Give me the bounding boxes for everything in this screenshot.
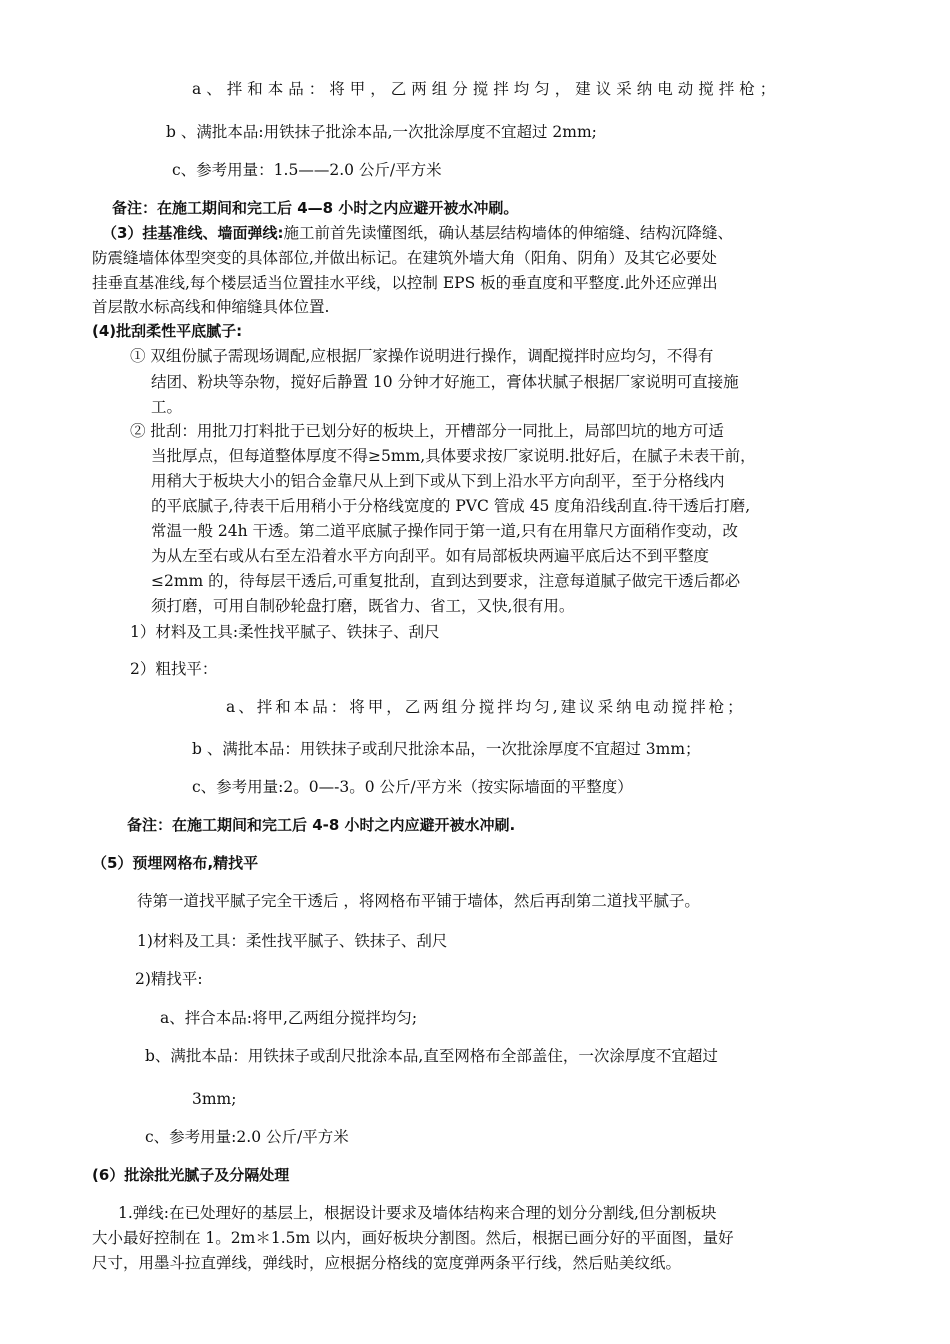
text-line: 大小最好控制在 1。2m＊1.5m 以内，画好板块分割图。然后，根据已画分好的平面图，量好 — [92, 1229, 734, 1247]
section-5-heading: （5）预埋网格布,精找平 — [92, 854, 259, 872]
text-line: a、拌和本品：将甲，乙两组分搅拌均匀，建议采纳电动搅拌枪； — [192, 80, 781, 98]
text-line: 结团、粉块等杂物，搅好后静置 10 分钟才好施工，膏体状腻子根据厂家说明可直接施 — [151, 373, 739, 391]
text-line: 首层散水标高线和伸缩缝具体位置. — [92, 298, 330, 316]
text-line: 2)精找平: — [135, 970, 203, 988]
note-line: 备注：在施工期间和完工后 4—8 小时之内应避开被水冲刷。 — [112, 199, 519, 217]
text-line: 用稍大于板块大小的铝合金靠尺从上到下或从下到上沿水平方向刮平，至于分格线内 — [151, 472, 725, 490]
text-line: 1)材料及工具：柔性找平腻子、铁抹子、刮尺 — [137, 932, 448, 950]
text-line: c、参考用量：1.5——2.0 公斤/平方米 — [172, 161, 442, 179]
text-line: 须打磨，可用自制砂轮盘打磨，既省力、省工，又快,很有用。 — [151, 597, 575, 615]
text-line: a、拌合本品:将甲,乙两组分搅拌均匀; — [160, 1009, 418, 1027]
text-line: 防震缝墙体体型突变的具体部位,并做出标记。在建筑外墙大角（阳角、阴角）及其它必要处 — [92, 249, 717, 267]
text-line: 的平底腻子,待表干后用稍小于分格线宽度的 PVC 管成 45 度角沿线刮直.待干透后打磨, — [151, 497, 751, 515]
text-line: ② 批刮：用批刀打料批于已划分好的板块上，开槽部分一同批上，局部凹坑的地方可适 — [130, 422, 724, 440]
section-3-heading: （3）挂基准线、墙面弹线: — [102, 224, 284, 242]
text-line: 尺寸，用墨斗拉直弹线，弹线时，应根据分格线的宽度弹两条平行线，然后贴美纹纸。 — [92, 1254, 682, 1272]
text-line: 2）粗找平： — [130, 660, 218, 678]
text-line: 3mm; — [192, 1090, 237, 1108]
text-line: 当批厚点，但每道整体厚度不得≥5mm,具体要求按厂家说明.批好后，在腻子未表干前， — [151, 447, 756, 465]
text-line: 常温一般 24h 干透。第二道平底腻子操作同于第一道,只有在用靠尺方面稍作变动，改 — [151, 522, 738, 540]
text-line: c、参考用量:2。0—-3。0 公斤/平方米（按实际墙面的平整度） — [192, 778, 633, 796]
text-line: 1.弹线:在已处理好的基层上，根据设计要求及墙体结构来合理的划分分割线,但分割板块 — [118, 1204, 717, 1222]
text-line: b 、满批本品：用铁抹子或刮尺批涂本品，一次批涂厚度不宜超过 3mm； — [192, 740, 701, 758]
text-line: b、满批本品：用铁抹子或刮尺批涂本品,直至网格布全部盖住，一次涂厚度不宜超过 — [145, 1047, 718, 1065]
section-3-line — [102, 223, 733, 243]
text-line: 施工前首先读懂图纸，确认基层结构墙体的伸缩缝、结构沉降缝、 — [283, 224, 733, 242]
section-6-heading: (6）批涂批光腻子及分隔处理 — [92, 1166, 290, 1184]
text-line: a、拌和本品：将甲，乙两组分搅拌均匀,建议采纳电动搅拌枪； — [226, 698, 746, 716]
text-line: 1）材料及工具:柔性找平腻子、铁抹子、刮尺 — [130, 623, 440, 641]
text-line: 挂垂直基准线,每个楼层适当位置挂水平线，以控制 EPS 板的垂直度和平整度.此外还应弹出 — [92, 274, 718, 292]
note-line: 备注：在施工期间和完工后 4-8 小时之内应避开被水冲刷. — [127, 816, 516, 834]
text-line: ① 双组份腻子需现场调配,应根据厂家操作说明进行操作，调配搅拌时应均匀，不得有 — [130, 347, 714, 365]
text-line: 待第一道找平腻子完全干透后 ，将网格布平铺于墙体，然后再刮第二道找平腻子。 — [137, 892, 700, 910]
text-line: 工。 — [151, 398, 183, 416]
text-line: ≤2mm 的，待每层干透后,可重复批刮，直到达到要求，注意每道腻子做完干透后都必 — [151, 572, 741, 590]
text-line: c、参考用量:2.0 公斤/平方米 — [145, 1128, 349, 1146]
text-line: b 、满批本品:用铁抹子批涂本品,一次批涂厚度不宜超过 2mm; — [166, 123, 597, 141]
text-line: 为从左至右或从右至左沿着水平方向刮平。如有局部板块两遍平底后达不到平整度 — [151, 547, 710, 565]
section-4-heading: (4)批刮柔性平底腻子: — [92, 322, 243, 340]
